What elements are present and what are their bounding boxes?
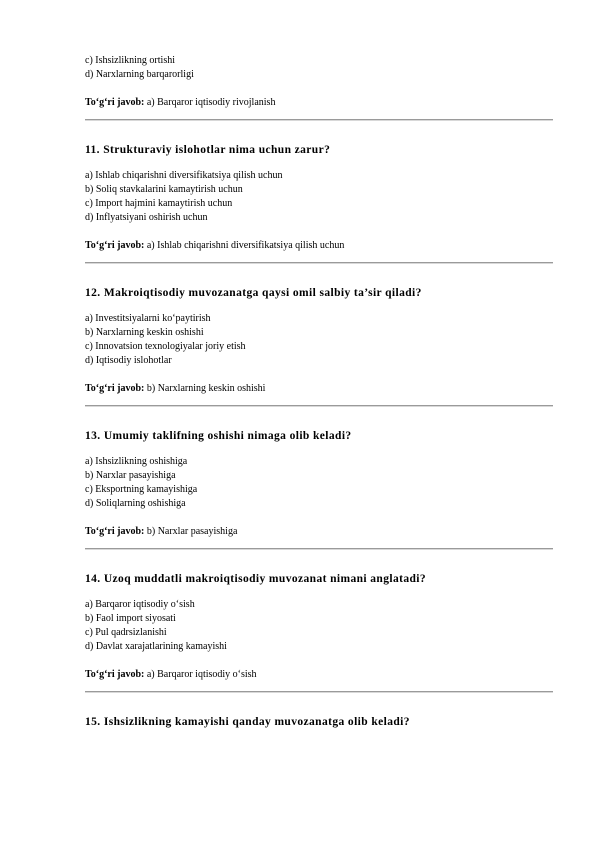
question-12	[85, 285, 553, 407]
option-b: b) Narxlar pasayishiga	[85, 470, 176, 481]
answer-label: To‘g‘ri javob:	[85, 526, 145, 537]
question-title: 11. Strukturaviy islohotlar nima uchun zarur?	[85, 144, 331, 156]
divider	[85, 691, 553, 693]
answer-label: To‘g‘ri javob:	[85, 669, 145, 680]
option-c: c) Import hajmini kamaytirish uchun	[85, 198, 233, 209]
answer-text: a) Ishlab chiqarishni diversifikatsiya qilish uchun	[144, 240, 345, 251]
answer-label: To‘g‘ri javob:	[85, 240, 145, 251]
answer-text: b) Narxlarning keskin oshishi	[144, 383, 266, 394]
correct-answer	[85, 96, 553, 110]
option-b: b) Narxlarning keskin oshishi	[85, 327, 204, 338]
previous-question-tail	[85, 54, 553, 121]
answer-text: a) Barqaror iqtisodiy rivojlanish	[144, 97, 276, 108]
option-d: d) Inflyatsiyani oshirish uchun	[85, 212, 208, 223]
option-c: c) Innovatsion texnologiyalar joriy etish	[85, 341, 246, 352]
question-14	[85, 571, 553, 693]
option-c: c) Ishsizlikning ortishi	[85, 55, 175, 66]
answer-label: To‘g‘ri javob:	[85, 383, 145, 394]
option-a: a) Ishlab chiqarishni diversifikatsiya qilish uchun	[85, 170, 283, 181]
option-d: d) Soliqlarning oshishiga	[85, 498, 186, 509]
option-b: b) Faol import siyosati	[85, 613, 176, 624]
question-title: 12. Makroiqtisodiy muvozanatga qaysi omil salbiy ta’sir qiladi?	[85, 287, 422, 299]
option-d: d) Iqtisodiy islohotlar	[85, 355, 172, 366]
correct-answer	[85, 668, 553, 682]
question-15	[85, 714, 553, 730]
option-d: d) Narxlarning barqarorligi	[85, 69, 194, 80]
correct-answer	[85, 239, 553, 253]
option-a: a) Barqaror iqtisodiy o‘sish	[85, 599, 195, 610]
divider	[85, 262, 553, 264]
option-a: a) Ishsizlikning oshishiga	[85, 456, 188, 467]
option-b: b) Soliq stavkalarini kamaytirish uchun	[85, 184, 243, 195]
answer-text: b) Narxlar pasayishiga	[144, 526, 238, 537]
option-d: d) Davlat xarajatlarining kamayishi	[85, 641, 227, 652]
question-title: 15. Ishsizlikning kamayishi qanday muvozanatga olib keladi?	[85, 716, 410, 728]
divider	[85, 405, 553, 407]
question-11	[85, 142, 553, 264]
option-c: c) Eksportning kamayishiga	[85, 484, 198, 495]
divider	[85, 119, 553, 121]
document-page	[85, 54, 553, 730]
correct-answer	[85, 525, 553, 539]
answer-label: To‘g‘ri javob:	[85, 97, 145, 108]
question-title: 14. Uzoq muddatli makroiqtisodiy muvozanat nimani anglatadi?	[85, 573, 427, 585]
option-a: a) Investitsiyalarni ko‘paytirish	[85, 313, 211, 324]
question-title: 13. Umumiy taklifning oshishi nimaga olib keladi?	[85, 430, 352, 442]
option-c: c) Pul qadrsizlanishi	[85, 627, 167, 638]
question-13	[85, 428, 553, 550]
answer-text: a) Barqaror iqtisodiy o‘sish	[144, 669, 257, 680]
correct-answer	[85, 382, 553, 396]
divider	[85, 548, 553, 550]
